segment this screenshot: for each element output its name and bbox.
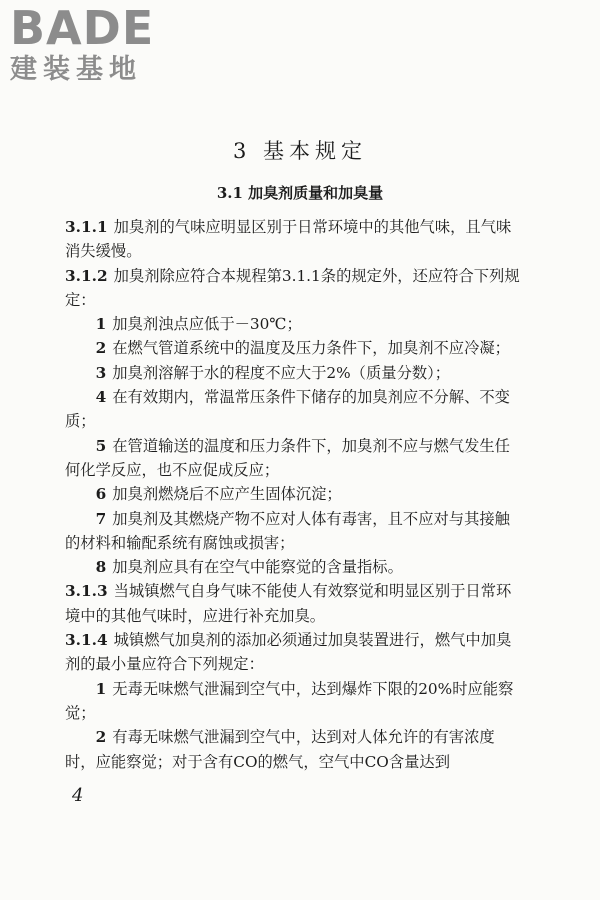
item-text: 在有效期内，常温常压条件下储存的加臭剂应不分解、不变质； bbox=[65, 388, 510, 431]
list-item bbox=[65, 725, 523, 774]
logo-text-en: BADE bbox=[10, 1, 155, 55]
list-item bbox=[65, 677, 523, 726]
item-number: 2 bbox=[95, 728, 107, 747]
clause-text: 当城镇燃气自身气味不能使人有效察觉和明显区别于日常环境中的其他气味时，应进行补充加臭。 bbox=[65, 582, 512, 625]
item-text: 在燃气管道系统中的温度及压力条件下，加臭剂不应冷凝； bbox=[112, 339, 510, 358]
section-title: 3.1 加臭剂质量和加臭量 bbox=[216, 184, 384, 202]
list-item bbox=[65, 507, 523, 556]
list-item bbox=[65, 434, 523, 483]
page-number: 4 bbox=[72, 785, 84, 806]
item-number: 7 bbox=[95, 509, 107, 528]
body-text bbox=[65, 215, 523, 774]
clause bbox=[65, 264, 523, 313]
clause-number: 3.1.2 bbox=[65, 266, 108, 285]
item-number: 6 bbox=[95, 485, 107, 504]
item-text: 有毒无味燃气泄漏到空气中，达到对人体允许的有害浓度时，应能察觉；对于含有CO的燃气，空气中CO含量达到 bbox=[65, 728, 495, 771]
clause-text: 加臭剂除应符合本规程第3.1.1条的规定外，还应符合下列规定： bbox=[65, 266, 520, 309]
logo bbox=[10, 1, 155, 86]
item-text: 加臭剂燃烧后不应产生固体沉淀； bbox=[112, 485, 342, 504]
list-item bbox=[65, 385, 523, 434]
logo-text-cn: 建装基地 bbox=[10, 54, 142, 85]
item-number: 1 bbox=[95, 315, 107, 334]
item-number: 1 bbox=[95, 679, 107, 698]
list-item bbox=[65, 336, 523, 360]
clause bbox=[65, 215, 523, 264]
chapter-title: 3 基本规定 bbox=[232, 139, 368, 163]
item-number: 4 bbox=[95, 388, 107, 407]
list-item bbox=[65, 482, 523, 506]
item-text: 加臭剂应具有在空气中能察觉的含量指标。 bbox=[112, 558, 403, 577]
list-item bbox=[65, 555, 523, 579]
item-text: 在管道输送的温度和压力条件下，加臭剂不应与燃气发生任何化学反应，也不应促成反应； bbox=[65, 436, 510, 479]
clause-text: 加臭剂的气味应明显区别于日常环境中的其他气味，且气味消失缓慢。 bbox=[65, 218, 512, 261]
item-number: 8 bbox=[95, 558, 107, 577]
item-number: 5 bbox=[95, 436, 107, 455]
clause-number: 3.1.3 bbox=[65, 582, 108, 601]
item-text: 加臭剂溶解于水的程度不应大于2%（质量分数）； bbox=[112, 363, 451, 382]
clause bbox=[65, 628, 523, 677]
list-item bbox=[65, 312, 523, 336]
clause bbox=[65, 579, 523, 628]
clause-number: 3.1.4 bbox=[65, 631, 108, 650]
item-text: 加臭剂浊点应低于－30℃； bbox=[112, 315, 302, 334]
item-text: 无毒无味燃气泄漏到空气中，达到爆炸下限的20%时应能察觉； bbox=[65, 679, 514, 722]
item-text: 加臭剂及其燃烧产物不应对人体有毒害，且不应对与其接触的材料和输配系统有腐蚀或损害； bbox=[65, 509, 510, 552]
list-item bbox=[65, 361, 523, 385]
item-number: 2 bbox=[95, 339, 107, 358]
clause-number: 3.1.1 bbox=[65, 218, 108, 236]
item-number: 3 bbox=[95, 363, 107, 382]
clause-text: 城镇燃气加臭剂的添加必须通过加臭装置进行，燃气中加臭剂的最小量应符合下列规定： bbox=[65, 631, 512, 674]
